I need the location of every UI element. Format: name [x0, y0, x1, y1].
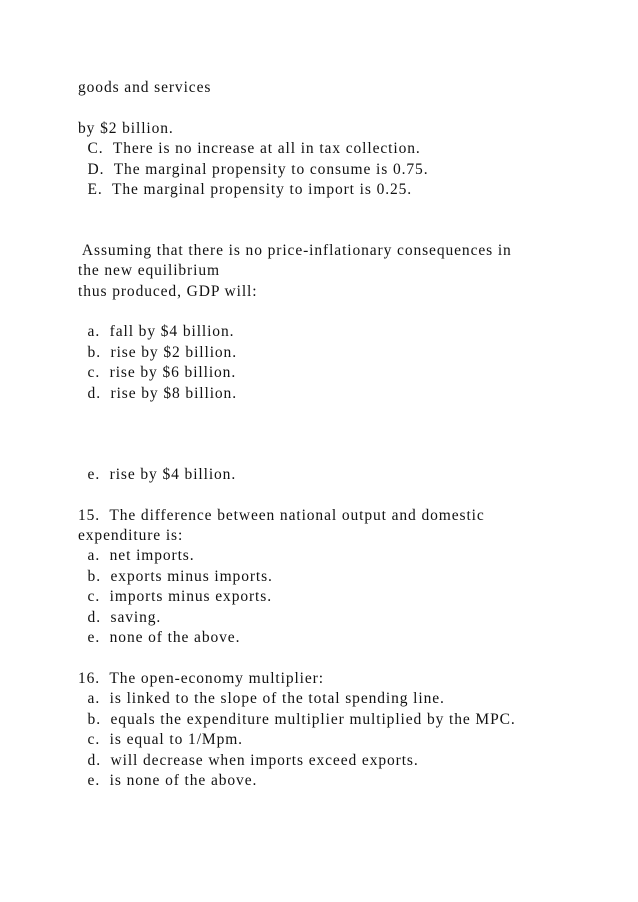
answer-c: c. imports minus exports.: [78, 588, 272, 605]
answer-e: e. rise by $4 billion.: [78, 466, 237, 483]
option-c: C. There is no increase at all in tax collection.: [78, 140, 421, 157]
answer-d: d. will decrease when imports exceed exports.: [78, 752, 419, 769]
answer-a: a. is linked to the slope of the total spending line.: [78, 690, 445, 707]
text-line: by $2 billion.: [78, 120, 174, 137]
answer-e: e. is none of the above.: [78, 772, 258, 789]
answer-e: e. none of the above.: [78, 629, 241, 646]
option-e: E. The marginal propensity to import is 0.25.: [78, 181, 413, 198]
question-stem: thus produced, GDP will:: [78, 283, 258, 300]
question-15: 15. The difference between national output and domestic: [78, 507, 485, 524]
answer-b: b. rise by $2 billion.: [78, 344, 237, 361]
answer-d: d. rise by $8 billion.: [78, 385, 237, 402]
answer-a: a. fall by $4 billion.: [78, 323, 235, 340]
question-stem: the new equilibrium: [78, 262, 220, 279]
question-stem: Assuming that there is no price-inflationary consequences in: [78, 242, 512, 259]
answer-d: d. saving.: [78, 609, 162, 626]
text-line: goods and services: [78, 79, 212, 96]
answer-b: b. equals the expenditure multiplier multiplied by the MPC.: [78, 711, 516, 728]
answer-a: a. net imports.: [78, 547, 195, 564]
answer-c: c. is equal to 1/Mpm.: [78, 731, 243, 748]
answer-b: b. exports minus imports.: [78, 568, 273, 585]
question-15: expenditure is:: [78, 527, 184, 544]
answer-c: c. rise by $6 billion.: [78, 364, 237, 381]
option-d: D. The marginal propensity to consume is 0.75.: [78, 161, 429, 178]
question-16: 16. The open-economy multiplier:: [78, 670, 324, 687]
